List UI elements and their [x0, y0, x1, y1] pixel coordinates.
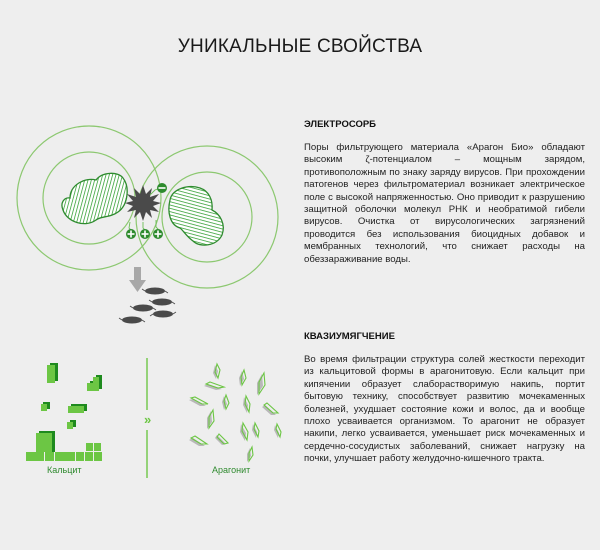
calcite-label: Кальцит — [47, 465, 82, 475]
positive-charge-icon — [153, 229, 163, 239]
positive-charge-icon — [140, 229, 150, 239]
section-heading-electrosorb: ЭЛЕКТРОСОРБ — [304, 119, 377, 130]
calcite-crystals-icon — [26, 363, 102, 461]
aragonite-label: Арагонит — [212, 465, 251, 475]
page-title: УНИКАЛЬНЫЕ СВОЙСТВА — [177, 36, 423, 57]
positive-charge-icon — [126, 229, 136, 239]
section-body-electrosorb: Поры фильтрующего материала «Арагон Био» обладают высоким ζ-потенциалом – мощным зарядом, противоположным по знаку заряду вирусов. При прохождении патогенов через фильтроматериал возникает электрическое поле с высокой напряженностью. Оно приводит к разрушению защитной оболочки молекул РНК и необратимой гибели вирусов. Очистка от вирусологических загрязнений проводится без использования биоцидных добавок и мембранных технологий, что снижает расходы на обеззараживание воды. — [304, 142, 585, 265]
virus-fragments-icon — [119, 288, 176, 324]
filter-pore-icon — [169, 187, 223, 245]
negative-charge-icon — [157, 183, 167, 193]
section-heading-softening: КВАЗИУМЯГЧЕНИЕ — [304, 331, 395, 342]
virus-icon — [125, 185, 161, 221]
filter-pore-icon — [62, 173, 127, 223]
aragonite-crystals-icon — [189, 364, 281, 462]
transition-arrow-icon: » — [144, 412, 152, 427]
arrow-down-icon — [129, 267, 146, 292]
section-body-softening: Во время фильтрации структура солей жесткости переходит из кальцитовой формы в арагонитовую. Если кальцит при кипячении образует слаборастворимую накипь, портит бытовую технику, способствует развитию мочекаменных болезней, ухудшает состояние кожи и волос, да и вообще плохо усваивается организмом. То арагонит не образует накипи, легко усваивается, уменьшает риск мочекаменных и сердечно-сосудистых заболеваний, снижает нагрузку на почки, улучшает работу желудочно-кишечного тракта. — [304, 354, 585, 465]
